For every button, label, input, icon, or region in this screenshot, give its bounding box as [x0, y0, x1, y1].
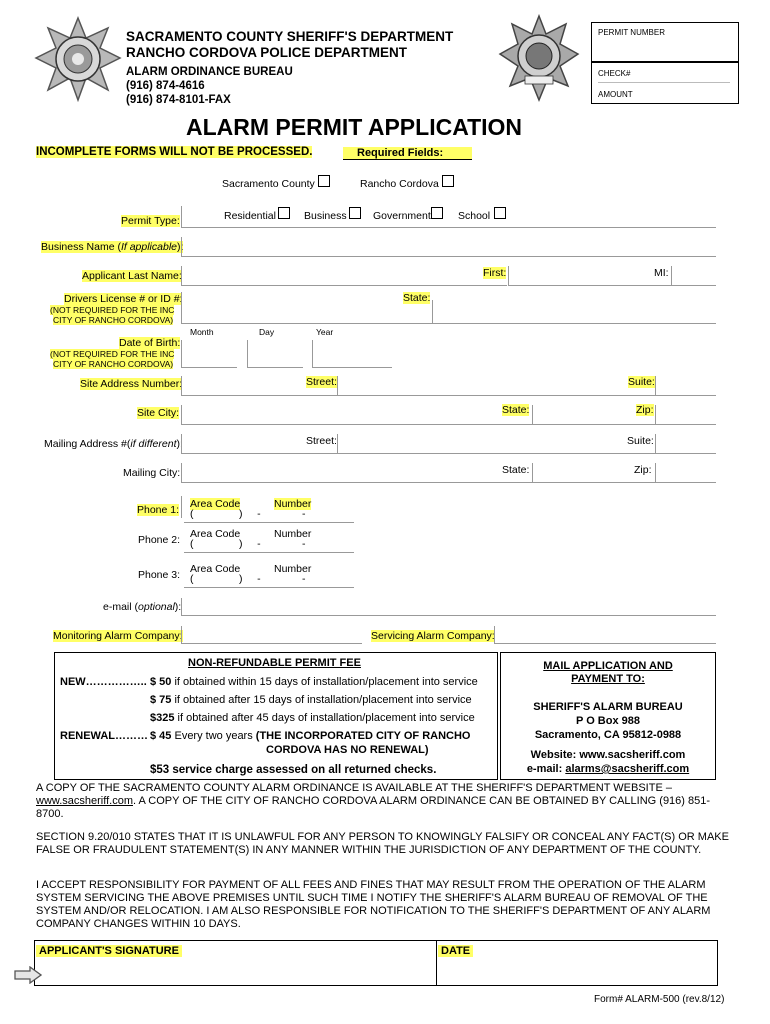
first-name-label: First:	[483, 267, 507, 279]
dob-day-label: Day	[259, 327, 275, 337]
check-amount-box	[591, 62, 739, 104]
date-label: DATE	[438, 945, 473, 957]
phone-1-field[interactable]: ( ) - -	[184, 510, 354, 523]
email-field[interactable]	[181, 598, 716, 616]
mailing-zip-label: Zip:	[634, 464, 652, 476]
site-suite-field[interactable]	[655, 376, 716, 396]
mailing-zip-field[interactable]	[655, 463, 716, 483]
site-suite-label: Suite:	[628, 376, 655, 388]
signature-divider	[436, 940, 437, 986]
phone-3-label: Phone 3:	[138, 569, 181, 581]
mailing-street-field[interactable]	[337, 434, 655, 454]
check-divider	[598, 82, 730, 83]
sheriff-website-link[interactable]: www.sacsheriff.com	[36, 795, 133, 807]
dob-month-field[interactable]	[181, 340, 237, 368]
dob-month-label: Month	[190, 327, 214, 337]
phone-2-number-label: Number	[274, 528, 312, 540]
mailing-street-label: Street:	[306, 435, 337, 447]
school-label: School	[458, 210, 491, 222]
drivers-license-label: Drivers License # or ID #:	[64, 293, 183, 305]
mail-to-website[interactable]: Website: www.sacsheriff.com	[530, 749, 686, 761]
mailing-address-label: Mailing Address #(if different):	[44, 438, 183, 450]
fee-45: $ 45 Every two years (THE INCORPORATED CITY OF RANCHO	[150, 730, 471, 742]
site-street-field[interactable]	[337, 376, 655, 396]
permit-type-label: Permit Type:	[121, 215, 180, 227]
site-zip-field[interactable]	[655, 405, 716, 425]
applicant-signature-label: APPLICANT'S SIGNATURE	[36, 945, 182, 957]
rancho-cordova-checkbox[interactable]	[442, 175, 454, 187]
form-number: Form# ALARM-500 (rev.8/12)	[594, 994, 725, 1005]
phone-1-label: Phone 1:	[137, 504, 180, 516]
business-checkbox[interactable]	[349, 207, 361, 219]
site-city-label: Site City:	[137, 407, 180, 419]
incomplete-warning: INCOMPLETE FORMS WILL NOT BE PROCESSED.	[36, 146, 313, 158]
header-line-2: RANCHO CORDOVA POLICE DEPARTMENT	[126, 45, 408, 60]
email-label: e-mail (optional):	[103, 601, 182, 613]
license-note-1: (NOT REQUIRED FOR THE INC	[50, 305, 175, 315]
unlawful-paragraph: SECTION 9.20/010 STATES THAT IT IS UNLAWFUL FOR ANY PERSON TO KNOWINGLY FALSIFY OR CONCEAL ANY FACT(S) OR MAKE FALSE OR FRAUDULENT STATEMENT(S) IN ANY MANNER WITHIN THE JURISDICTION OF ANY DEPARTMENT OF THE COUNTY.	[36, 831, 729, 856]
applicant-signature-field[interactable]	[36, 960, 434, 984]
phone-1-divider	[181, 496, 182, 518]
fee-325: $325 if obtained after 45 days of installation/placement into service	[150, 712, 475, 724]
sacramento-county-label: Sacramento County	[222, 178, 315, 190]
permit-type-underline	[182, 227, 716, 228]
amount-label: AMOUNT	[598, 90, 633, 99]
ordinance-paragraph: A COPY OF THE SACRAMENTO COUNTY ALARM ORDINANCE IS AVAILABLE AT THE SHERIFF'S DEPARTMENT WEBSITE – www.sacsheriff.com. A COPY OF THE CITY OF RANCHO CORDOVA ALARM ORDINANCE CAN BE OBTAINED BY CALLING (916) 851-8700.	[36, 782, 711, 820]
phone-2-label: Phone 2:	[138, 534, 181, 546]
mailing-suite-label: Suite:	[627, 435, 654, 447]
drivers-license-field[interactable]	[181, 292, 432, 324]
header-line-1: SACRAMENTO COUNTY SHERIFF'S DEPARTMENT	[126, 29, 454, 44]
service-charge-note: $53 service charge assessed on all returned checks.	[150, 764, 437, 776]
monitoring-company-field[interactable]	[181, 626, 362, 644]
signature-date-field[interactable]	[439, 960, 715, 984]
site-city-field[interactable]	[181, 405, 532, 425]
new-label: NEW……………..	[60, 676, 147, 688]
permit-type-divider	[181, 206, 182, 228]
phone-3-area-code-label: Area Code	[190, 563, 241, 575]
license-state-label: State:	[403, 292, 431, 304]
header-line-3: ALARM ORDINANCE BUREAU	[126, 66, 293, 78]
check-label: CHECK#	[598, 69, 631, 78]
school-checkbox[interactable]	[494, 207, 506, 219]
servicing-company-label: Servicing Alarm Company:	[371, 630, 495, 642]
permit-number-label: PERMIT NUMBER	[598, 28, 665, 37]
required-fields-note: Required Fields:	[343, 147, 472, 160]
responsibility-paragraph: I ACCEPT RESPONSIBILITY FOR PAYMENT OF ALL FEES AND FINES THAT MAY RESULT FROM THE OPERATION OF THE ALARM SYSTEM SERVICING THE ABOVE PREMISES UNTIL SUCH TIME I NOTIFY THE SHERIFF'S ALARM BUREAU OF REMOVAL OF THE SYSTEM AND/OR RELOCATION. I AM ALSO RESPONSIBLE FOR NOTIFICATION TO THE SHERIFF'S DEPARTMENT OF ANY ALARM COMPANY CHANGES WITHIN 10 DAYS.	[36, 879, 711, 930]
police-badge-logo	[498, 14, 580, 102]
applicant-last-name-label: Applicant Last Name:	[82, 270, 182, 282]
mail-to-heading: MAIL APPLICATION AND PAYMENT TO:	[543, 660, 673, 685]
rancho-cordova-label: Rancho Cordova	[360, 178, 439, 190]
mailing-city-label: Mailing City:	[123, 467, 181, 479]
first-name-field[interactable]	[508, 266, 671, 286]
mail-to-address: SHERIFF'S ALARM BUREAU P O Box 988 Sacramento, CA 95812-0988	[533, 701, 683, 741]
mi-label: MI:	[654, 267, 669, 279]
servicing-company-field[interactable]	[494, 626, 716, 644]
site-state-label: State:	[502, 404, 530, 416]
sheriff-badge-logo	[34, 16, 122, 102]
phone-2-area-code-label: Area Code	[190, 528, 241, 540]
sacramento-county-checkbox[interactable]	[318, 175, 330, 187]
phone-2-field[interactable]: ( ) - -	[184, 540, 354, 553]
header-phone: (916) 874-4616	[126, 80, 205, 92]
residential-checkbox[interactable]	[278, 207, 290, 219]
dob-label: Date of Birth:	[119, 337, 181, 349]
dob-note-2: CITY OF RANCHO CORDOVA)	[53, 359, 174, 369]
business-name-label: Business Name (If applicable):	[41, 241, 184, 253]
mailing-suite-field[interactable]	[655, 434, 716, 454]
dob-day-field[interactable]	[247, 340, 303, 368]
fee-50: $ 50 if obtained within 15 days of installation/placement into service	[150, 676, 478, 688]
mail-to-email[interactable]: e-mail: alarms@sacsheriff.com	[526, 763, 690, 775]
government-checkbox[interactable]	[431, 207, 443, 219]
residential-label: Residential	[224, 210, 276, 222]
header-fax: (916) 874-8101-FAX	[126, 94, 231, 106]
site-street-label: Street:	[306, 376, 337, 388]
phone-3-field[interactable]: ( ) - -	[184, 575, 354, 588]
site-zip-label: Zip:	[636, 404, 654, 416]
arrow-right-icon	[14, 966, 42, 984]
phone-3-number-label: Number	[274, 563, 312, 575]
fee-45-note: CORDOVA HAS NO RENEWAL)	[266, 744, 429, 756]
fee-75: $ 75 if obtained after 15 days of installation/placement into service	[150, 694, 472, 706]
applicant-last-name-field[interactable]	[181, 266, 507, 286]
government-label: Government	[373, 210, 431, 222]
site-address-number-label: Site Address Number:	[80, 378, 183, 390]
fee-heading: NON-REFUNDABLE PERMIT FEE	[188, 657, 361, 669]
dob-year-label: Year	[316, 327, 334, 337]
renewal-label: RENEWAL………	[60, 730, 148, 742]
monitoring-company-label: Monitoring Alarm Company:	[53, 630, 183, 642]
mi-field[interactable]	[671, 266, 716, 286]
form-title: ALARM PERMIT APPLICATION	[186, 114, 523, 140]
license-note-2: CITY OF RANCHO CORDOVA)	[53, 315, 174, 325]
license-state-field[interactable]	[432, 300, 716, 324]
dob-note-1: (NOT REQUIRED FOR THE INC	[50, 349, 175, 359]
permit-number-box[interactable]	[591, 22, 739, 62]
business-label: Business	[304, 210, 347, 222]
phone-1-number-label: Number	[274, 498, 312, 510]
mailing-state-label: State:	[502, 464, 530, 476]
dob-year-field[interactable]	[312, 340, 392, 368]
mailing-city-field[interactable]	[181, 463, 532, 483]
phone-1-area-code-label: Area Code	[190, 498, 241, 510]
business-name-field[interactable]	[181, 237, 716, 257]
